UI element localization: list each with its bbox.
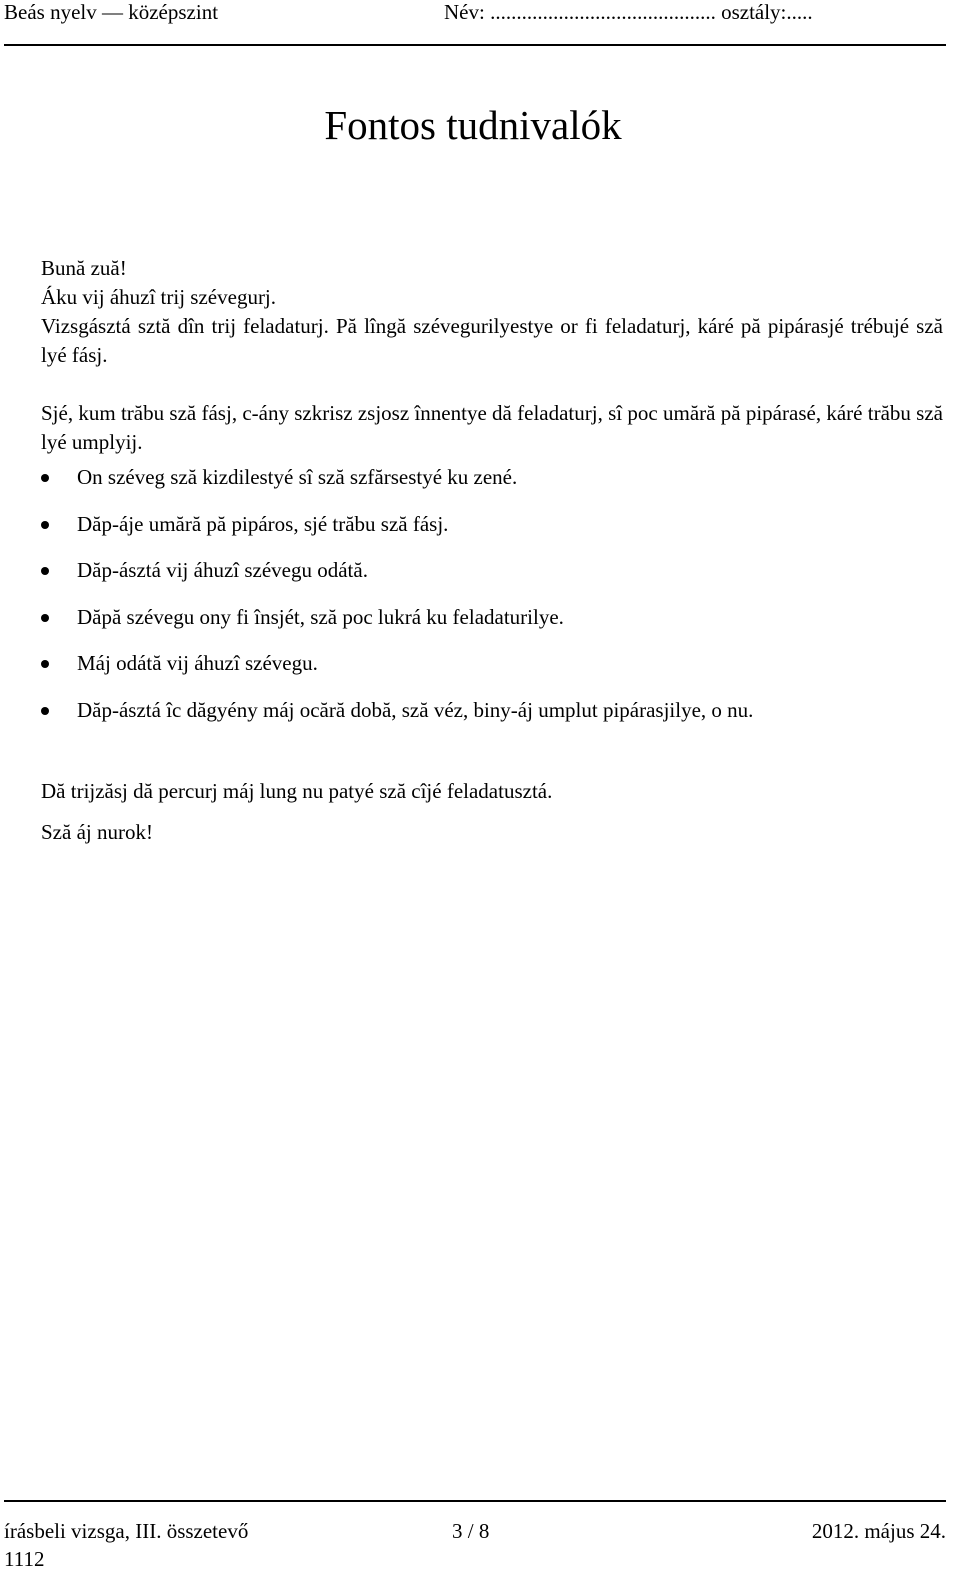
bullet-icon — [41, 660, 49, 668]
list-item-text: Dăp-áje umără pă pipáros, sjé trăbu sză fásj. — [77, 511, 449, 536]
bullet-icon — [41, 707, 49, 715]
list-item — [41, 463, 943, 492]
page-header — [4, 0, 946, 44]
bullet-icon — [41, 567, 49, 575]
greeting: Bună zuă! — [41, 256, 127, 280]
header-divider — [4, 44, 946, 46]
list-item-text: On széveg sză kizdilestyé sî sză szfărsestyé ku zené. — [77, 465, 518, 489]
list-item — [41, 603, 943, 632]
header-subject: Beás nyelv — középszint — [4, 0, 219, 24]
list-item-text: Máj odátă vij áhuzî szévegu. — [77, 651, 318, 675]
list-item — [41, 510, 943, 539]
list-item — [41, 649, 943, 678]
header-name-class-line: Név: ........................................... osztály:..... — [444, 0, 813, 24]
list-item-text: Dăpă szévegu ony fi însjét, sză poc lukrá ku feladaturilye. — [77, 604, 564, 629]
footer-code: 1112 — [4, 1547, 45, 1571]
intro-line-1: Áku vij áhuzî trij szévegurj. — [41, 285, 277, 309]
list-item-text: Dăp-ásztá vij áhuzî szévegu odátă. — [77, 558, 368, 582]
footer-exam: írásbeli vizsga, III. összetevő — [4, 1519, 249, 1543]
bullet-icon — [41, 474, 49, 482]
instructions-lead: Sjé, kum trăbu sză fásj, c-ány szkrisz zsjosz înnentye dă feladaturj, sî poc umără pă pipárasé, káré trăbu sză lyé umplyij. — [41, 401, 943, 454]
main-content — [41, 254, 943, 853]
list-item-text: Dăp-ásztá îc dăgyény máj ocără dobă, sză véz, biny-áj umplut pipárasjilye, o nu. — [77, 697, 754, 722]
list-item — [41, 556, 943, 585]
footer-divider — [4, 1500, 946, 1502]
footer-date: 2012. május 24. — [811, 1519, 946, 1543]
page-title: Fontos tudnivalók — [324, 102, 622, 148]
bullet-icon — [41, 521, 49, 529]
intro-line-2: Vizsgásztá sztă dîn trij feladaturj. Pă lîngă szévegurilyestye or fi feladaturj, káré pă pipárasjé trébujé sză lyé fásj. — [41, 314, 943, 367]
closing-line-1: Dă trijzăsj dă percurj máj lung nu patyé sză cîjé feladatusztá. — [41, 778, 553, 803]
instruction-list — [41, 463, 943, 725]
closing-line-2: Sză áj nurok! — [41, 819, 153, 844]
closing-section — [41, 771, 943, 853]
page-number: 3 / 8 — [452, 1519, 490, 1543]
list-item — [41, 696, 943, 725]
bullet-icon — [41, 614, 49, 622]
